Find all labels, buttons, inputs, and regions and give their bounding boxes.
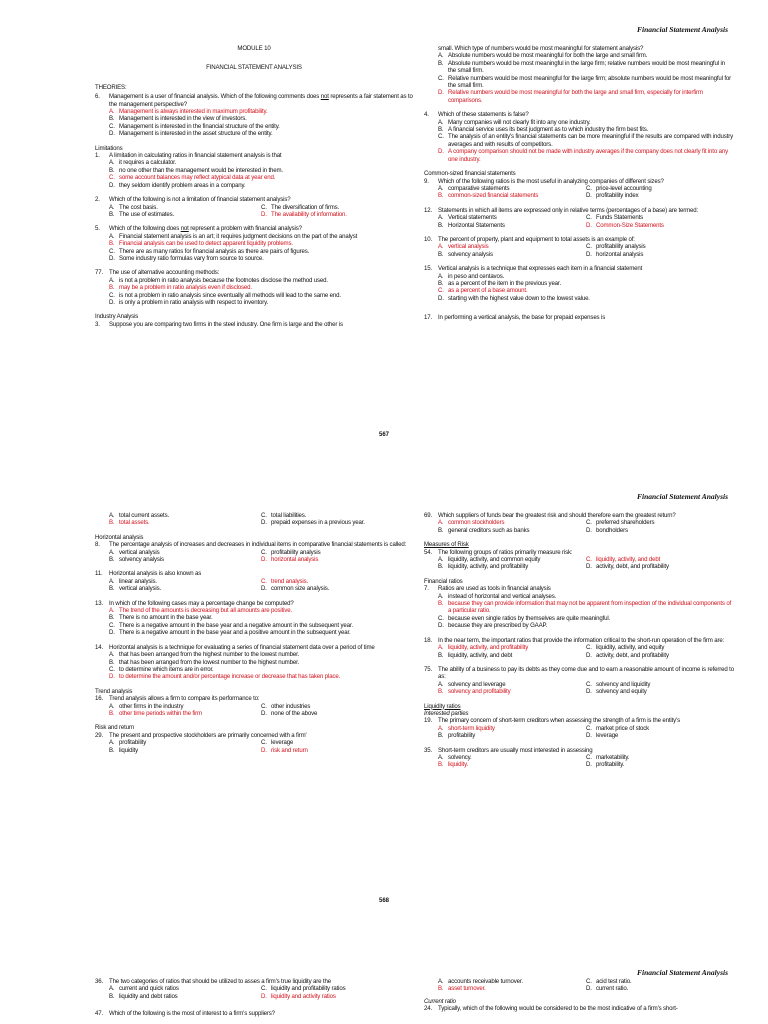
question-17: 17. In performing a vertical analysis, the base for prepaid expenses is	[424, 314, 606, 322]
options-grid: A. vertical analysis C. profitability analysis B. solvency analysis D. horizontal analysis	[438, 243, 646, 258]
question-14: 14. Horizontal analysis is a technique for evaluating a series of financial statement data over a period of time	[95, 643, 375, 651]
option-b: B. Management is interested in the view of investors.	[109, 115, 247, 123]
option-c: C. as a percent of a base amount.	[438, 287, 528, 295]
section-limitations: Limitations	[95, 144, 123, 152]
section-common-sized: Common-sized financial statements	[424, 170, 516, 178]
option-a: A. Management is always interested in maximum profitability.	[109, 108, 268, 116]
option-d: D. A company comparison should not be made with industry averages if the company does not clearly fit into any one industry.	[438, 148, 728, 163]
option-d: D. Some industry ratio formulas vary from source to source.	[109, 254, 264, 262]
question-54: 54. The following groups of ratios primarily measure risk:	[424, 548, 573, 556]
section-measures-of-risk: Measures of Risk	[424, 541, 469, 549]
section-financial-ratios: Financial ratios	[424, 577, 463, 585]
question-3: 3. Suppose you are comparing two firms in the steel industry. One firm is large and the other is	[95, 320, 343, 328]
options-grid: A. liquidity, activity, and common equity C. liquidity, activity, and debt B. liquidity, activity, and profitability D. activity, debt, and profitability	[438, 556, 669, 571]
section-liquidity-ratios: Liquidity ratios	[424, 702, 461, 710]
module-title: FINANCIAL STATEMENT ANALYSIS	[206, 64, 302, 72]
question-17-options: A. total current assets. C. total liabilities. B. total assets. D. prepaid expenses in a previous year.	[109, 512, 365, 527]
option-a: A. Absolute numbers would be most meaningful for both the large and small firm.	[438, 52, 648, 60]
options-grid: A. comparative statements C. price-level accounting B. common-sized financial statements D. profitability index	[438, 184, 652, 200]
question-77: 77. The use of alternative accounting methods:	[95, 269, 220, 277]
options-grid: A. The cost basis. C. The diversification of firms. B. The use of estimates. D. The availability of information.	[109, 203, 347, 218]
question-15: 15. Vertical analysis is a technique that expresses each item in a financial statement	[424, 265, 643, 273]
option-d: D. Management is interested in the asset structure of the entity.	[109, 130, 273, 138]
question-5: 5. Which of the following does not represent a problem with financial analysis?	[95, 225, 302, 233]
question-12: 12. Statements in which all items are expressed only in relative terms (percentages of a base) are termed:	[424, 206, 699, 214]
left-column	[95, 978, 413, 1018]
question-8: 8. The percentage analysis of increases and decreases in individual items in comparative financial statements is called:	[95, 541, 407, 549]
running-head: Financial Statement Analysis	[637, 492, 728, 501]
option-d: D. to determine the amount and/or percentage increase or decrease that has taken place.	[109, 673, 341, 681]
option-c: C. Relative numbers would be most meaningful for the large firm; absolute numbers would be most meaningful for the small firm.	[438, 74, 732, 90]
option-d: D. they seldom identify problem areas in a company.	[109, 181, 246, 189]
section-horizontal-analysis: Horizontal analysis	[95, 533, 144, 541]
option-c: C. is not a problem in ratio analysis since eventually all methods will lead to the same end.	[109, 291, 341, 299]
option-a: A. Many companies will not clearly fit into any one industry.	[438, 118, 591, 126]
page-number: 568	[378, 898, 389, 904]
option-b: B. There is no amount in the base year.	[109, 614, 213, 622]
options-grid: A. short-term liquidity C. market price of stock B. profitability D. leverage	[438, 724, 650, 740]
option-d: D. There is a negative amount in the base year and a positive amount in the subsequent year.	[109, 629, 351, 637]
question-11: 11. Horizontal analysis is also known as	[95, 570, 202, 578]
option-c: C. The analysis of an entity's financial statements can be more meaningful if the results are compared with industry averages and with results of competitors.	[438, 133, 733, 148]
options-grid: A. common stockholders C. preferred shareholders B. general creditors such as banks D. bondholders	[438, 519, 655, 534]
option-d: D. Relative numbers would be most meaningful for both the large and small firm, especially for interfirm comparisons.	[438, 89, 703, 104]
section-trend-analysis: Trend analysis	[95, 687, 133, 695]
left-column	[95, 45, 413, 328]
option-c: C. to determine which items are in error.	[109, 665, 214, 673]
running-head: Financial Statement Analysis	[637, 25, 728, 34]
running-head: Financial Statement Analysis	[637, 968, 728, 977]
section-theories: THEORIES:	[95, 83, 127, 91]
option-b: B. that has been arranged from the lowest number to the highest number.	[109, 658, 300, 666]
options-grid: A. profitability C. leverage B. liquidity D. risk and return	[109, 739, 308, 754]
right-column	[424, 512, 734, 769]
question-9: 9. Which of the following ratios is the most useful in analyzing companies of different sizes?	[424, 177, 664, 185]
question-18: 18. In the near term, the important ratios that provide the information critical to the short-run operation of the firm are:	[424, 636, 725, 644]
question-7: 7. Ratios are used as tools in financial analysis	[424, 585, 551, 593]
question-10: 10. The percent of property, plant and equipment to total assets is an example of:	[424, 235, 635, 243]
option-c: C. Management is interested in the financial structure of the entity.	[109, 122, 280, 130]
option-a: A. in peso and centavos.	[438, 272, 505, 280]
question-24: 24. Typically, which of the following would be considered to be the most indicative of a firm's short-	[424, 1005, 678, 1013]
options-grid: A. other firms in the industry C. other industries B. other time periods within the firm D. none of the above	[109, 702, 318, 717]
options-grid: A. vertical analysis C. profitability analysis B. solvency analysis D. horizontal analysis	[109, 548, 321, 564]
question-69: 69. Which suppliers of funds bear the greatest risk and should therefore earn the greatest return?	[424, 512, 676, 519]
option-b: B. no one other than the management would be interested in them.	[109, 166, 283, 174]
options-grid: A. solvency and leverage C. solvency and liquidity B. solvency and profitability D. solvency and equity	[438, 680, 651, 696]
option-b: B. Absolute numbers would be most meaningful in the large firm; relative numbers would be most meaningful in the small firm.	[438, 59, 725, 75]
subsection-interested-parties: Interested parties	[424, 709, 469, 717]
question-16: 16. Trend analysis allows a firm to compare its performance to:	[95, 695, 260, 703]
question-2: 2. Which of the following is not a limitation of financial statement analysis?	[95, 196, 291, 204]
option-b: B. A financial service uses its best judgment as to which industry the firm best fits.	[438, 126, 649, 134]
option-a: A. that has been arranged from the highest number to the lowest number.	[109, 651, 300, 659]
options-grid: A. Vertical statements C. Funds Statements B. Horizontal Statements D. Common-Size Statements	[438, 214, 664, 229]
right-column	[424, 45, 734, 322]
question-35: 35. Short-term creditors are usually most interested in assessing	[424, 746, 593, 754]
option-c: C. There are as many ratios for financial analysis as there are pairs of figures.	[109, 247, 310, 255]
question-47: 47. Which of the following is the most of interest to a firm's suppliers?	[95, 1010, 275, 1018]
page-569	[0, 948, 768, 1024]
question-1: 1. A limitation in calculating ratios in financial statement analysis is that	[95, 152, 282, 160]
option-d: D. is only a problem in ratio analysis with respect to inventory.	[109, 298, 269, 306]
question-4: 4. Which of these statements is false?	[424, 111, 529, 119]
options-grid: A. liquidity, activity, and profitability C. liquidity, activity, and equity B. liquidity, activity, and debt D. activity, debt, and profitability	[438, 644, 669, 659]
option-c: C. because even single ratios by themselves are quite meaningful.	[438, 614, 611, 622]
options-grid: A. current and quick ratios C. liquidity and profitability ratios B. liquidity and debt ratios D. liquidity and activity ratios	[109, 985, 346, 1000]
module-label: MODULE 10	[237, 45, 271, 52]
page-567	[0, 0, 768, 470]
option-a: A. The trend of the amounts is decreasing but all amounts are positive.	[109, 607, 293, 615]
left-column	[95, 512, 413, 754]
option-d: D. starting with the highest value down to the lowest value.	[438, 294, 590, 302]
question-36: 36. The two categories of ratios that should be utilized to asses a firm's true liquidity are the	[95, 978, 331, 985]
question-3-continued: small. Which type of numbers would be most meaningful for statement analysis?	[438, 45, 644, 52]
section-industry-analysis: Industry Analysis	[95, 313, 139, 321]
option-b: B. may be a problem in ratio analysis even if disclosed.	[109, 284, 252, 292]
right-column	[424, 978, 734, 1013]
option-b: B. Financial analysis can be used to detect apparent liquidity problems.	[109, 240, 293, 248]
question-75: 75. The ability of a business to pay its debts as they come due and to earn a reasonable amount of income is referred to as:	[424, 665, 734, 681]
options-grid: A. solvency. C. marketability. B. liquidity. D. profitability.	[438, 753, 630, 769]
section-risk-return: Risk and return	[95, 724, 135, 732]
subsection-current-ratio: Current ratio	[424, 997, 456, 1005]
option-c: C. There is a negative amount in the base year and a negative amount in the subsequent year.	[109, 621, 353, 629]
option-b: B. as a percent of the item in the previous year.	[438, 279, 562, 287]
question-6: 6. Management is a user of financial analysis. Which of the following comments does not represents a fair statement as to the management perspective?	[95, 93, 413, 108]
page-number: 567	[378, 432, 389, 438]
page-568	[0, 470, 768, 948]
question-29: 29. The present and prospective stockholders are primarily concerned with a firm'	[95, 731, 307, 739]
question-19: 19. The primary concern of short-term creditors when assessing the strength of a firm is the entity's	[424, 717, 680, 725]
options-grid: A. linear analysis. C. trend analysis. B. vertical analysis. D. common size analysis.	[109, 577, 330, 593]
option-a: A. instead of horizontal and vertical analyses.	[438, 592, 557, 600]
options-grid: A. accounts receivable turnover. C. acid test ratio. B. asset turnover. D. current ratio.	[438, 978, 632, 993]
option-c: C. some account balances may reflect atypical data at year end.	[109, 174, 276, 182]
option-a: A. it requires a calculator.	[109, 159, 177, 167]
question-13: 13. In which of the following cases may a percentage change be computed?	[95, 599, 294, 607]
option-a: A. Financial statement analysis is an art; it requires judgment decisions on the part of the analyst	[109, 232, 358, 240]
option-b: B. because they can provide information that may not be apparent from inspection of the individual components of a particular ratio.	[438, 600, 732, 615]
option-d: D. because they are prescribed by GAAP.	[438, 622, 548, 630]
option-a: A. is not a problem in ratio analysis because the footnotes disclose the method used.	[109, 276, 328, 284]
